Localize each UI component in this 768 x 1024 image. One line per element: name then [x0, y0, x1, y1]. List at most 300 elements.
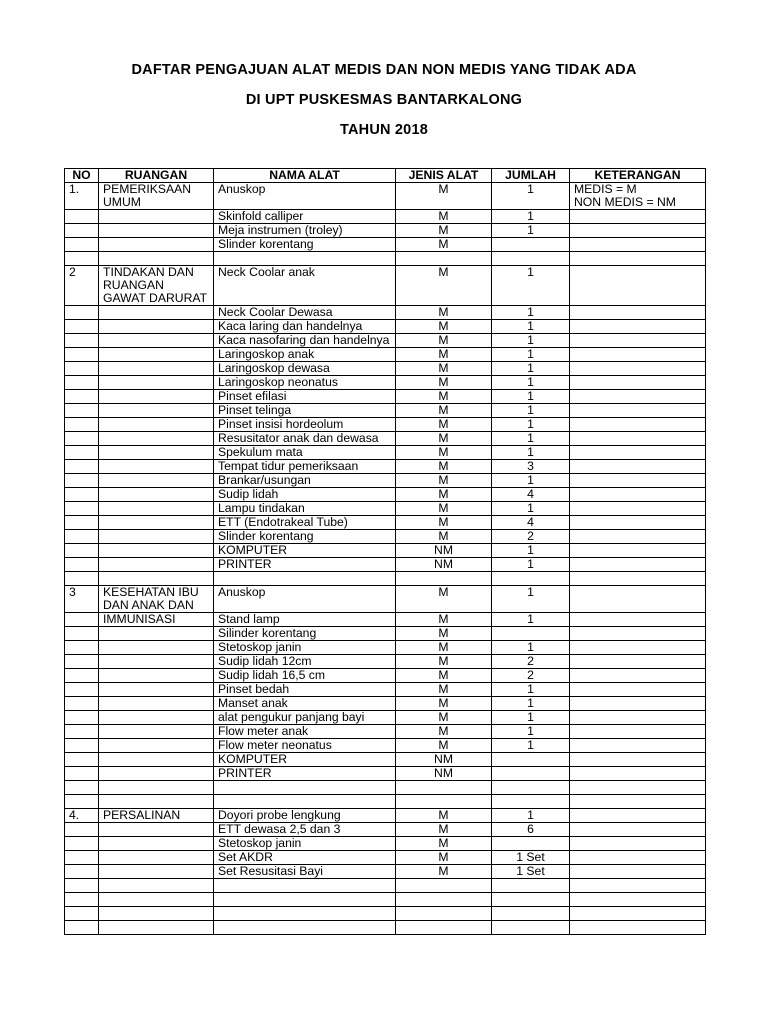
cell-nama-alat: Lampu tindakan	[214, 502, 396, 516]
cell-no	[65, 739, 99, 753]
cell-no	[65, 781, 99, 795]
table-row	[65, 390, 706, 404]
cell-jumlah: 1	[492, 210, 570, 224]
cell-ruangan	[99, 921, 214, 935]
cell-keterangan	[570, 362, 706, 376]
cell-ruangan	[99, 502, 214, 516]
cell-jenis-alat: M	[396, 837, 492, 851]
cell-ruangan	[99, 753, 214, 767]
cell-no	[65, 516, 99, 530]
cell-no	[65, 641, 99, 655]
cell-nama-alat: Manset anak	[214, 697, 396, 711]
cell-nama-alat: Laringoskop dewasa	[214, 362, 396, 376]
cell-keterangan	[570, 224, 706, 238]
cell-jumlah	[492, 767, 570, 781]
cell-no	[65, 865, 99, 879]
cell-keterangan	[570, 809, 706, 823]
cell-jumlah	[492, 795, 570, 809]
cell-ruangan	[99, 711, 214, 725]
cell-no	[65, 711, 99, 725]
cell-ruangan	[99, 404, 214, 418]
cell-jenis-alat: M	[396, 669, 492, 683]
table-header-row	[65, 169, 706, 183]
cell-nama-alat	[214, 893, 396, 907]
cell-no	[65, 210, 99, 224]
cell-keterangan	[570, 474, 706, 488]
cell-ruangan	[99, 739, 214, 753]
table-row	[65, 252, 706, 266]
table-row	[65, 893, 706, 907]
cell-no: 3	[65, 586, 99, 613]
table-row	[65, 851, 706, 865]
cell-keterangan	[570, 586, 706, 613]
cell-keterangan	[570, 865, 706, 879]
cell-nama-alat: Resusitator anak dan dewasa	[214, 432, 396, 446]
cell-ruangan	[99, 362, 214, 376]
cell-nama-alat: Laringoskop anak	[214, 348, 396, 362]
cell-keterangan	[570, 669, 706, 683]
cell-keterangan	[570, 627, 706, 641]
cell-jumlah	[492, 252, 570, 266]
cell-ruangan	[99, 823, 214, 837]
table-row	[65, 586, 706, 613]
cell-jenis-alat: M	[396, 238, 492, 252]
cell-nama-alat: PRINTER	[214, 767, 396, 781]
cell-keterangan	[570, 837, 706, 851]
cell-no: 4.	[65, 809, 99, 823]
cell-nama-alat	[214, 879, 396, 893]
cell-keterangan	[570, 210, 706, 224]
table-row	[65, 879, 706, 893]
table-row	[65, 334, 706, 348]
cell-no	[65, 306, 99, 320]
cell-nama-alat: Pinset insisi hordeolum	[214, 418, 396, 432]
cell-nama-alat: Silinder korentang	[214, 627, 396, 641]
cell-jenis-alat: M	[396, 334, 492, 348]
cell-jenis-alat: M	[396, 823, 492, 837]
cell-keterangan	[570, 306, 706, 320]
table-row	[65, 376, 706, 390]
cell-keterangan	[570, 851, 706, 865]
header-jenis-alat: JENIS ALAT	[396, 169, 492, 183]
table-row	[65, 683, 706, 697]
cell-no	[65, 669, 99, 683]
cell-jenis-alat: M	[396, 210, 492, 224]
cell-keterangan	[570, 516, 706, 530]
cell-jumlah: 1	[492, 544, 570, 558]
cell-ruangan	[99, 474, 214, 488]
cell-ruangan	[99, 865, 214, 879]
cell-jumlah: 1	[492, 711, 570, 725]
cell-jenis-alat: M	[396, 306, 492, 320]
cell-ruangan	[99, 558, 214, 572]
cell-ruangan	[99, 655, 214, 669]
cell-jumlah: 1	[492, 739, 570, 753]
table-row	[65, 697, 706, 711]
cell-nama-alat: Pinset telinga	[214, 404, 396, 418]
cell-jenis-alat: M	[396, 697, 492, 711]
cell-no	[65, 627, 99, 641]
cell-keterangan	[570, 921, 706, 935]
cell-no	[65, 683, 99, 697]
cell-no	[65, 725, 99, 739]
cell-jenis-alat: NM	[396, 753, 492, 767]
cell-jenis-alat	[396, 921, 492, 935]
table-row	[65, 530, 706, 544]
table-row	[65, 320, 706, 334]
cell-keterangan	[570, 655, 706, 669]
cell-jumlah: 1	[492, 809, 570, 823]
cell-jumlah	[492, 893, 570, 907]
cell-jumlah: 1	[492, 183, 570, 210]
cell-nama-alat: Neck Coolar anak	[214, 266, 396, 306]
cell-ruangan: IMMUNISASI	[99, 613, 214, 627]
cell-nama-alat: Doyori probe lengkung	[214, 809, 396, 823]
cell-jenis-alat: M	[396, 711, 492, 725]
header-nama-alat: NAMA ALAT	[214, 169, 396, 183]
cell-nama-alat: Laringoskop neonatus	[214, 376, 396, 390]
cell-ruangan	[99, 460, 214, 474]
cell-no	[65, 921, 99, 935]
cell-ruangan	[99, 641, 214, 655]
cell-keterangan	[570, 530, 706, 544]
cell-nama-alat	[214, 921, 396, 935]
cell-jumlah: 1	[492, 586, 570, 613]
cell-jenis-alat: M	[396, 739, 492, 753]
cell-jumlah: 1	[492, 697, 570, 711]
table-row	[65, 446, 706, 460]
cell-jenis-alat: M	[396, 641, 492, 655]
table-row	[65, 572, 706, 586]
cell-ruangan	[99, 530, 214, 544]
cell-jumlah	[492, 907, 570, 921]
cell-nama-alat: KOMPUTER	[214, 544, 396, 558]
cell-nama-alat: Neck Coolar Dewasa	[214, 306, 396, 320]
cell-keterangan	[570, 252, 706, 266]
cell-nama-alat	[214, 781, 396, 795]
cell-jumlah: 1	[492, 613, 570, 627]
cell-no	[65, 879, 99, 893]
cell-no	[65, 238, 99, 252]
cell-nama-alat: Set AKDR	[214, 851, 396, 865]
cell-jumlah: 1 Set	[492, 865, 570, 879]
table-row	[65, 809, 706, 823]
cell-no: 1.	[65, 183, 99, 210]
cell-jumlah: 1	[492, 266, 570, 306]
header-no: NO	[65, 169, 99, 183]
cell-nama-alat: Slinder korentang	[214, 238, 396, 252]
cell-no	[65, 320, 99, 334]
cell-ruangan	[99, 851, 214, 865]
cell-keterangan	[570, 544, 706, 558]
cell-ruangan	[99, 210, 214, 224]
cell-jenis-alat: NM	[396, 544, 492, 558]
cell-jenis-alat	[396, 781, 492, 795]
cell-keterangan	[570, 238, 706, 252]
table-row	[65, 711, 706, 725]
cell-keterangan	[570, 641, 706, 655]
document-title: DAFTAR PENGAJUAN ALAT MEDIS DAN NON MEDIS YANG TIDAK ADA	[131, 62, 637, 78]
equipment-table	[64, 168, 706, 935]
table-row	[65, 544, 706, 558]
cell-keterangan	[570, 795, 706, 809]
cell-jumlah: 4	[492, 488, 570, 502]
table-row	[65, 306, 706, 320]
cell-nama-alat: Pinset bedah	[214, 683, 396, 697]
cell-ruangan	[99, 446, 214, 460]
cell-jumlah: 1	[492, 362, 570, 376]
cell-no	[65, 851, 99, 865]
cell-jenis-alat: M	[396, 362, 492, 376]
cell-jumlah: 1	[492, 446, 570, 460]
cell-nama-alat: Spekulum mata	[214, 446, 396, 460]
cell-jenis-alat: M	[396, 446, 492, 460]
cell-ruangan	[99, 893, 214, 907]
cell-jenis-alat	[396, 893, 492, 907]
cell-keterangan	[570, 558, 706, 572]
cell-ruangan	[99, 544, 214, 558]
cell-nama-alat: Set Resusitasi Bayi	[214, 865, 396, 879]
cell-ruangan	[99, 683, 214, 697]
table-row	[65, 362, 706, 376]
cell-jumlah: 2	[492, 530, 570, 544]
cell-no	[65, 376, 99, 390]
cell-nama-alat: Pinset efilasi	[214, 390, 396, 404]
cell-nama-alat: Flow meter anak	[214, 725, 396, 739]
cell-no	[65, 613, 99, 627]
cell-jenis-alat	[396, 795, 492, 809]
cell-keterangan	[570, 739, 706, 753]
cell-jenis-alat: M	[396, 851, 492, 865]
cell-ruangan	[99, 795, 214, 809]
cell-keterangan	[570, 907, 706, 921]
cell-no	[65, 404, 99, 418]
cell-jumlah: 4	[492, 516, 570, 530]
cell-jenis-alat	[396, 907, 492, 921]
cell-nama-alat: ETT (Endotrakeal Tube)	[214, 516, 396, 530]
cell-keterangan	[570, 711, 706, 725]
cell-jumlah	[492, 572, 570, 586]
cell-keterangan	[570, 823, 706, 837]
cell-no	[65, 795, 99, 809]
cell-keterangan	[570, 418, 706, 432]
header-keterangan: KETERANGAN	[570, 169, 706, 183]
cell-keterangan	[570, 781, 706, 795]
cell-ruangan	[99, 879, 214, 893]
document-year: TAHUN 2018	[340, 122, 428, 138]
cell-ruangan	[99, 306, 214, 320]
cell-nama-alat: Stand lamp	[214, 613, 396, 627]
cell-no	[65, 558, 99, 572]
cell-no	[65, 460, 99, 474]
cell-no	[65, 907, 99, 921]
table-row	[65, 418, 706, 432]
cell-keterangan	[570, 376, 706, 390]
cell-jenis-alat: M	[396, 348, 492, 362]
cell-ruangan: KESEHATAN IBU DAN ANAK DAN	[99, 586, 214, 613]
cell-ruangan: PERSALINAN	[99, 809, 214, 823]
cell-keterangan	[570, 572, 706, 586]
cell-no	[65, 418, 99, 432]
table-row	[65, 767, 706, 781]
cell-jumlah: 1	[492, 306, 570, 320]
cell-ruangan	[99, 376, 214, 390]
table-row	[65, 669, 706, 683]
cell-nama-alat: ETT dewasa 2,5 dan 3	[214, 823, 396, 837]
table-row	[65, 266, 706, 306]
table-row	[65, 641, 706, 655]
cell-keterangan	[570, 879, 706, 893]
cell-jenis-alat: M	[396, 266, 492, 306]
cell-jumlah: 1	[492, 725, 570, 739]
cell-ruangan	[99, 767, 214, 781]
table-row	[65, 753, 706, 767]
cell-no	[65, 544, 99, 558]
cell-keterangan	[570, 753, 706, 767]
cell-nama-alat: Brankar/usungan	[214, 474, 396, 488]
cell-nama-alat: Stetoskop janin	[214, 641, 396, 655]
cell-ruangan	[99, 390, 214, 404]
cell-jenis-alat: M	[396, 502, 492, 516]
cell-no	[65, 474, 99, 488]
cell-jumlah: 1	[492, 474, 570, 488]
cell-jenis-alat: M	[396, 418, 492, 432]
cell-jenis-alat: M	[396, 183, 492, 210]
cell-jenis-alat: M	[396, 460, 492, 474]
table-row	[65, 907, 706, 921]
cell-keterangan: MEDIS = M NON MEDIS = NM	[570, 183, 706, 210]
table-row	[65, 613, 706, 627]
cell-no	[65, 362, 99, 376]
cell-nama-alat: Slinder korentang	[214, 530, 396, 544]
cell-jenis-alat: M	[396, 224, 492, 238]
cell-jenis-alat: M	[396, 530, 492, 544]
cell-jenis-alat: M	[396, 320, 492, 334]
cell-jenis-alat: M	[396, 432, 492, 446]
cell-ruangan	[99, 725, 214, 739]
cell-keterangan	[570, 488, 706, 502]
cell-jumlah: 1	[492, 641, 570, 655]
cell-jumlah: 3	[492, 460, 570, 474]
cell-jumlah: 1	[492, 683, 570, 697]
cell-ruangan	[99, 432, 214, 446]
header-ruangan: RUANGAN	[99, 169, 214, 183]
header-jumlah: JUMLAH	[492, 169, 570, 183]
table-row	[65, 432, 706, 446]
cell-ruangan	[99, 348, 214, 362]
cell-no	[65, 893, 99, 907]
cell-jumlah: 1	[492, 334, 570, 348]
table-row	[65, 502, 706, 516]
table-row	[65, 183, 706, 210]
cell-nama-alat: KOMPUTER	[214, 753, 396, 767]
cell-jenis-alat: M	[396, 404, 492, 418]
cell-keterangan	[570, 893, 706, 907]
cell-keterangan	[570, 446, 706, 460]
cell-jenis-alat	[396, 572, 492, 586]
cell-jumlah: 1	[492, 224, 570, 238]
cell-jumlah: 2	[492, 655, 570, 669]
cell-jenis-alat: M	[396, 516, 492, 530]
cell-jenis-alat: M	[396, 627, 492, 641]
cell-no	[65, 446, 99, 460]
cell-keterangan	[570, 725, 706, 739]
cell-jumlah: 1	[492, 502, 570, 516]
table-row	[65, 739, 706, 753]
cell-nama-alat: Kaca nasofaring dan handelnya	[214, 334, 396, 348]
cell-keterangan	[570, 613, 706, 627]
cell-ruangan	[99, 320, 214, 334]
cell-jumlah: 1	[492, 418, 570, 432]
cell-ruangan	[99, 697, 214, 711]
table-row	[65, 460, 706, 474]
cell-jenis-alat: M	[396, 725, 492, 739]
cell-keterangan	[570, 266, 706, 306]
cell-nama-alat: Sudip lidah 16,5 cm	[214, 669, 396, 683]
cell-no	[65, 502, 99, 516]
table-row	[65, 348, 706, 362]
cell-nama-alat	[214, 795, 396, 809]
cell-jenis-alat: M	[396, 809, 492, 823]
document-subtitle: DI UPT PUSKESMAS BANTARKALONG	[245, 92, 523, 108]
table-row	[65, 488, 706, 502]
cell-no	[65, 837, 99, 851]
cell-jenis-alat: NM	[396, 767, 492, 781]
cell-jenis-alat: M	[396, 376, 492, 390]
cell-jenis-alat: M	[396, 586, 492, 613]
cell-keterangan	[570, 697, 706, 711]
cell-keterangan	[570, 334, 706, 348]
cell-keterangan	[570, 320, 706, 334]
cell-jenis-alat: M	[396, 683, 492, 697]
cell-jumlah: 1	[492, 558, 570, 572]
cell-jumlah: 1	[492, 390, 570, 404]
cell-nama-alat: Anuskop	[214, 183, 396, 210]
cell-jenis-alat: M	[396, 488, 492, 502]
cell-jenis-alat: M	[396, 474, 492, 488]
table-row	[65, 627, 706, 641]
document-title-block	[0, 55, 768, 145]
cell-nama-alat: Sudip lidah 12cm	[214, 655, 396, 669]
cell-jenis-alat	[396, 252, 492, 266]
cell-no	[65, 572, 99, 586]
cell-keterangan	[570, 460, 706, 474]
cell-jumlah: 2	[492, 669, 570, 683]
cell-no	[65, 252, 99, 266]
table-row	[65, 921, 706, 935]
cell-no: 2	[65, 266, 99, 306]
table-row	[65, 516, 706, 530]
cell-keterangan	[570, 683, 706, 697]
cell-jenis-alat: NM	[396, 558, 492, 572]
cell-ruangan: PEMERIKSAAN UMUM	[99, 183, 214, 210]
cell-no	[65, 823, 99, 837]
cell-jumlah	[492, 837, 570, 851]
cell-jumlah	[492, 627, 570, 641]
table-row	[65, 210, 706, 224]
cell-keterangan	[570, 502, 706, 516]
cell-jumlah	[492, 921, 570, 935]
table-row	[65, 238, 706, 252]
cell-jumlah: 1	[492, 348, 570, 362]
cell-ruangan	[99, 516, 214, 530]
cell-nama-alat: Skinfold calliper	[214, 210, 396, 224]
cell-nama-alat	[214, 572, 396, 586]
cell-ruangan	[99, 572, 214, 586]
cell-jumlah: 1	[492, 404, 570, 418]
cell-ruangan	[99, 627, 214, 641]
cell-ruangan	[99, 781, 214, 795]
